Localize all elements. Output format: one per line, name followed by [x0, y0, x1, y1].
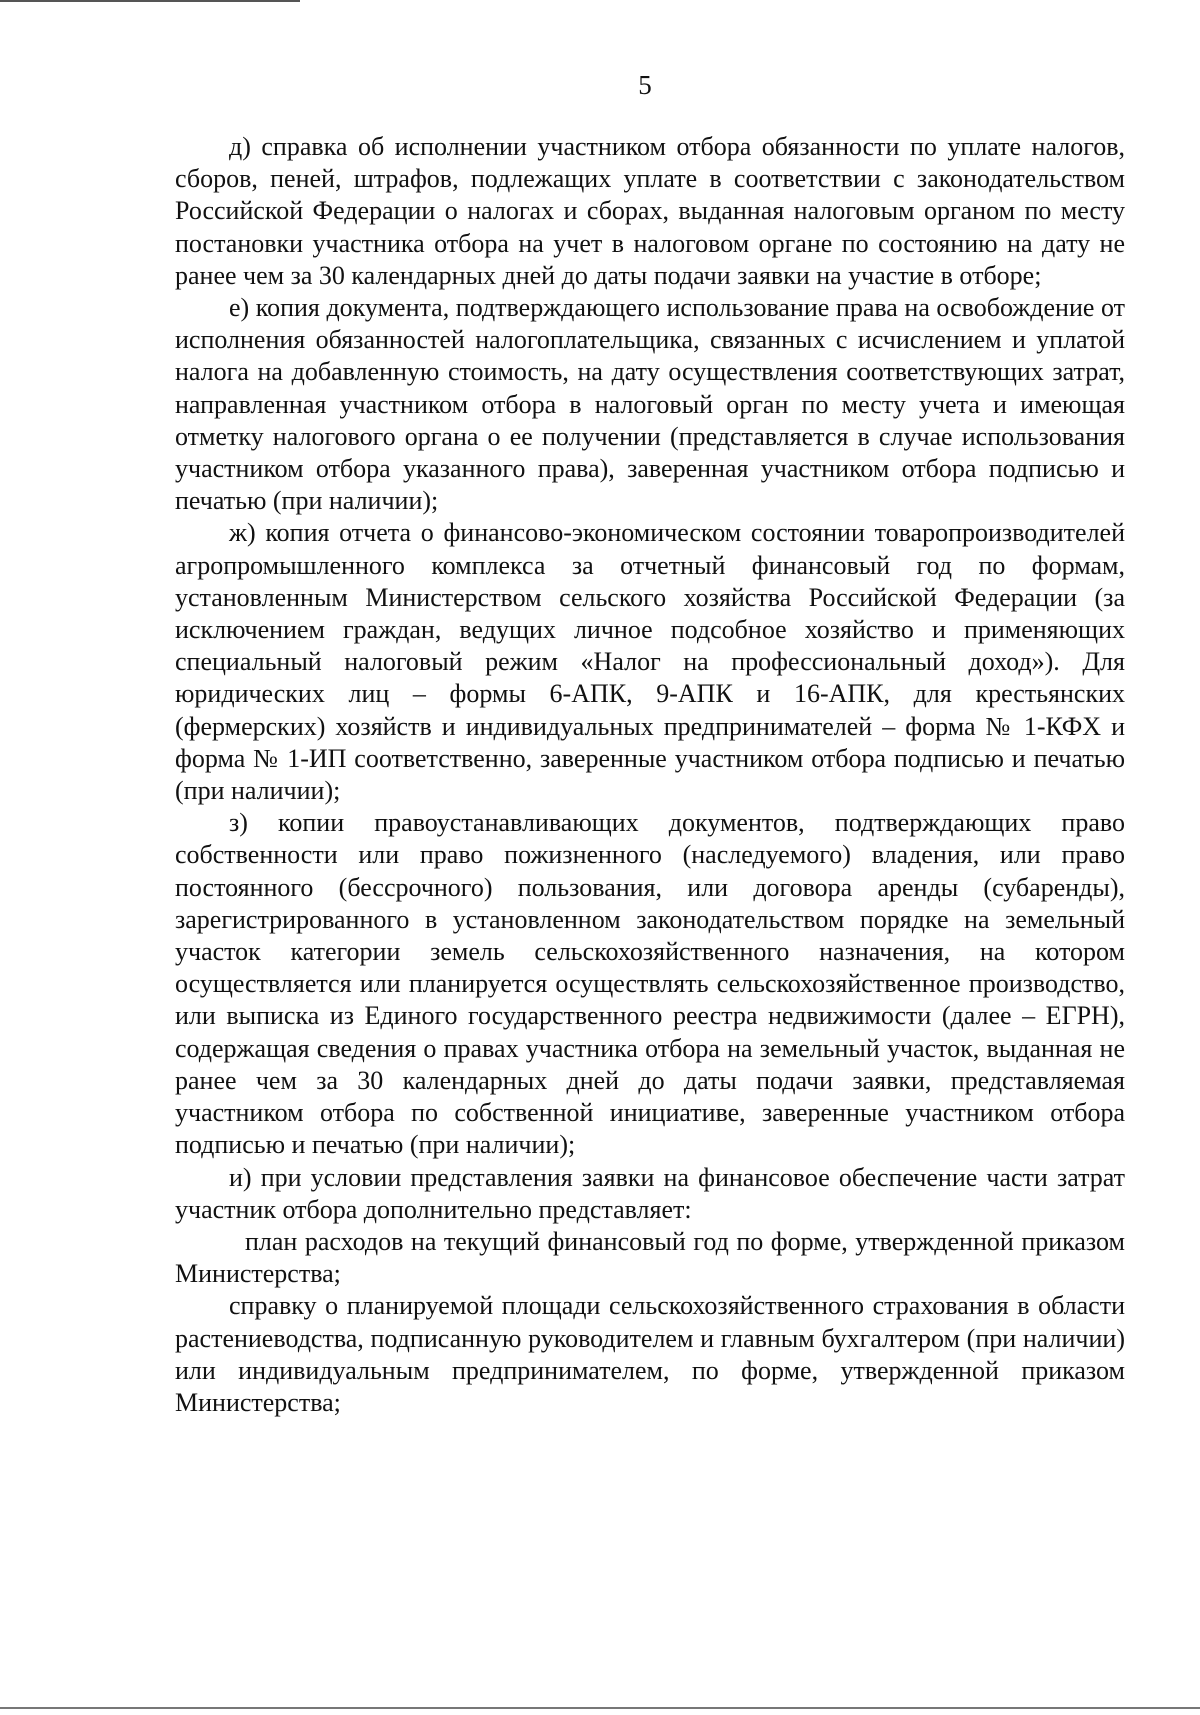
document-body	[175, 131, 1125, 1419]
page-number: 5	[638, 70, 652, 100]
scan-edge-bottom	[0, 1707, 1200, 1709]
paragraph-insurance-area: справку о планируемой площади сельскохозяйственного страхования в области растениеводства, подписанную руководителем и главным бухгалтером (при наличии) или индивидуальным предпринимателем, по форме, утвержденной приказом Министерства;	[175, 1291, 1125, 1417]
paragraph-i: и) при условии представления заявки на финансовое обеспечение части затрат участник отбора дополнительно представляет:	[175, 1162, 1125, 1224]
paragraph-zh: ж) копия отчета о финансово-экономическом состоянии товаропроизводителей агропромышленного комплекса за отчетный финансовый год по формам, установленным Министерством сельского хозяйства Российской Федерации (за исключением граждан, ведущих личное подсобное хозяйство и применяющих специальный налоговый режим «Налог на профессиональный доход»). Для юридических лиц – формы 6-АПК, 9-АПК и 16-АПК, для крестьянских (фермерских) хозяйств и индивидуальных предпринимателей – форма № 1-КФХ и форма № 1-ИП соответственно, заверенные участником отбора подписью и печатью (при наличии);	[175, 518, 1125, 806]
scan-edge-top	[0, 0, 300, 2]
paragraph-e: е) копия документа, подтверждающего использование права на освобождение от исполнения обязанностей налогоплательщика, связанных с исчислением и уплатой налога на добавленную стоимость, на дату осуществления соответствующих затрат, направленная участником отбора в налоговый орган по месту учета и имеющая отметку налогового органа о ее получении (представляется в случае использования участником отбора указанного права), заверенная участником отбора подписью и печатью (при наличии);	[175, 293, 1125, 516]
paragraph-expense-plan: план расходов на текущий финансовый год по форме, утвержденной приказом Министерства;	[175, 1226, 1125, 1289]
paragraph-z: з) копии правоустанавливающих документов, подтверждающих право собственности или право пожизненного (наследуемого) владения, или право постоянного (бессрочного) пользования, или договора аренды (субаренды), зарегистрированного в установленном законодательством порядке на земельный участок категории земель сельскохозяйственного назначения, на котором осуществляется или планируется осуществлять сельскохозяйственное производство, или выписка из Единого государственного реестра недвижимости (далее – ЕГРН), содержащая сведения о правах участника отбора на земельный участок, выданная не ранее чем за 30 календарных дней до даты подачи заявки, представляемая участником отбора по собственной инициативе, заверенные участником отбора подписью и печатью (при наличии);	[175, 808, 1125, 1160]
paragraph-d: д) справка об исполнении участником отбора обязанности по уплате налогов, сборов, пеней, штрафов, подлежащих уплате в соответствии с законодательством Российской Федерации о налогах и сборах, выданная налоговым органом по месту постановки участника отбора на учет в налоговом органе по состоянию на дату не ранее чем за 30 календарных дней до даты подачи заявки на участие в отборе;	[175, 132, 1125, 290]
